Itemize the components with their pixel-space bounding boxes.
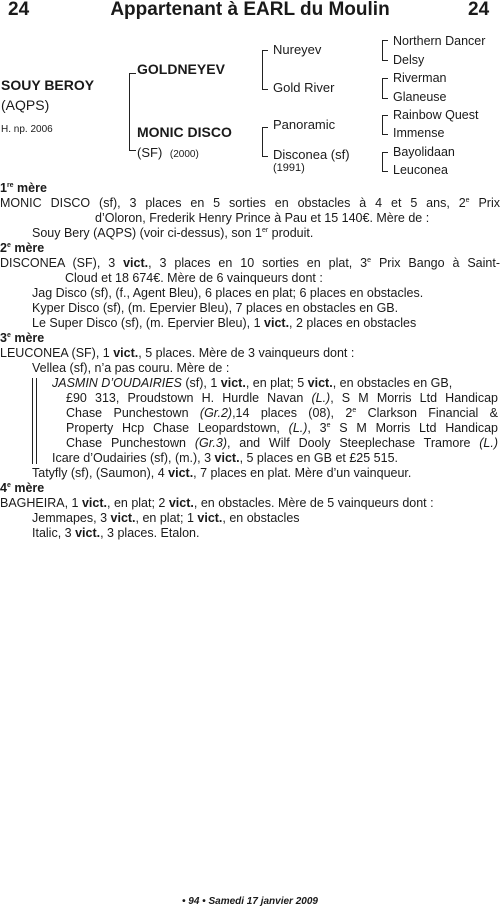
quote-line-1: JASMIN D’OUDAIRIES (sf), 1 vict., en plat; 5 vict., en obstacles en GB, xyxy=(52,376,453,390)
section-heading-2: 2e mère xyxy=(0,241,45,255)
dam-grand-dam-year: (1991) xyxy=(273,162,305,174)
sire-grand-sire: Nureyev xyxy=(273,42,322,57)
bracket-ggp-4 xyxy=(382,152,388,172)
pedigree-notes xyxy=(0,181,500,541)
ggp-bayolidaan: Bayolidaan xyxy=(393,145,455,159)
dam-2-line-4: Kyper Disco (sf), (m. Epervier Bleu), 7 places en obstacles en GB. xyxy=(32,301,399,315)
dam-2-line-2: Cloud et 18 674€. Mère de 6 vainqueurs dont : xyxy=(65,271,323,285)
ggp-leuconea: Leuconea xyxy=(393,163,448,177)
sire-grand-dam: Gold River xyxy=(273,80,335,95)
quote-line-5: Chase Punchestown (Gr.3), and Wilf Dooly Steeplechase Tramore (L.) xyxy=(66,436,498,450)
page-number-left: 24 xyxy=(8,0,30,20)
bracket-dam xyxy=(262,127,268,157)
bracket-ggp-2 xyxy=(382,78,388,99)
ggp-immense: Immense xyxy=(393,126,445,140)
page-title: Appartenant à EARL du Moulin xyxy=(110,0,390,20)
ggp-riverman: Riverman xyxy=(393,71,447,85)
dam-1-line-3: Souy Bery (AQPS) (voir ci-dessus), son 1er produit. xyxy=(32,226,314,240)
quote-line-2: £90 313, Proudstown H. Hurdle Navan (L.), S M Morris Ltd Handicap xyxy=(66,391,498,405)
dam-3-line-1: LEUCONEA (SF), 1 vict., 5 places. Mère de 3 vainqueurs dont : xyxy=(0,346,355,360)
dam-3-line-2: Vellea (sf), n’a pas couru. Mère de : xyxy=(32,361,230,375)
dam-grand-dam: Disconea (sf) xyxy=(273,147,350,162)
dam-2-line-3: Jag Disco (sf), (f., Agent Bleu), 6 places en plat; 6 places en obstacles. xyxy=(32,286,424,300)
section-heading-3: 3e mère xyxy=(0,331,45,345)
quote-line-6: Icare d’Oudairies (sf), (m.), 3 vict., 5 places en GB et £25 515. xyxy=(52,451,399,465)
dam-4-line-2: Jemmapes, 3 vict., en plat; 1 vict., en obstacles xyxy=(32,511,300,525)
page-number-right: 24 xyxy=(468,0,490,20)
dam-breed xyxy=(137,145,199,160)
ggp-northern-dancer: Northern Dancer xyxy=(393,34,486,48)
ggp-glaneuse: Glaneuse xyxy=(393,90,447,104)
dam-year: (2000) xyxy=(169,149,199,160)
horse-breed: (AQPS) xyxy=(1,97,50,113)
dam-2-line-1: DISCONEA (SF), 3 vict., 3 places en 10 sorties en plat, 3e Prix Bango à Saint- xyxy=(0,256,500,270)
quote-line-4: Property Hcp Chase Leopardstown, (L.), 3e S M Morris Ltd Handicap xyxy=(66,421,499,435)
dam-4-line-3: Italic, 3 vict., 3 places. Etalon. xyxy=(32,526,200,540)
dam-1-line-1: MONIC DISCO (sf), 3 places en 5 sorties en obstacles à 4 et 5 ans, 2e Prix xyxy=(0,196,500,210)
section-heading-1: 1re mère xyxy=(0,181,47,195)
dam-3-line-3: Tatyfly (sf), (Saumon), 4 vict., 7 places en plat. Mère d’un vainqueur. xyxy=(32,466,412,480)
sire-name: GOLDNEYEV xyxy=(137,61,225,77)
quote-line-3: Chase Punchestown (Gr.2),14 places (08), 2e Clarkson Financial & xyxy=(66,406,498,420)
horse-info: H. np. 2006 xyxy=(1,124,53,135)
quote-bar xyxy=(32,378,37,464)
dam-breed-label: (SF) xyxy=(137,145,163,160)
bracket-ggp-1 xyxy=(382,40,388,61)
section-heading-4: 4e mère xyxy=(0,481,45,495)
bracket-sire xyxy=(262,50,268,90)
dam-4-line-1: BAGHEIRA, 1 vict., en plat; 2 vict., en obstacles. Mère de 5 vainqueurs dont : xyxy=(0,496,434,510)
bracket-ggp-3 xyxy=(382,115,388,135)
ggp-rainbow-quest: Rainbow Quest xyxy=(393,108,479,122)
horse-name: SOUY BEROY xyxy=(1,77,95,93)
dam-2-line-5: Le Super Disco (sf), (m. Epervier Bleu), 1 vict., 2 places en obstacles xyxy=(32,316,417,330)
dam-1-line-2: d’Oloron, Frederik Henry Prince à Pau et 15 140€. Mère de : xyxy=(95,211,430,225)
dam-grand-sire: Panoramic xyxy=(273,117,336,132)
dam-name: MONIC DISCO xyxy=(137,124,232,140)
bracket-parents xyxy=(129,73,136,151)
progeny-quote xyxy=(0,376,500,466)
ggp-delsy: Delsy xyxy=(393,53,425,67)
page-footer: • 94 • Samedi 17 janvier 2009 xyxy=(182,896,318,907)
